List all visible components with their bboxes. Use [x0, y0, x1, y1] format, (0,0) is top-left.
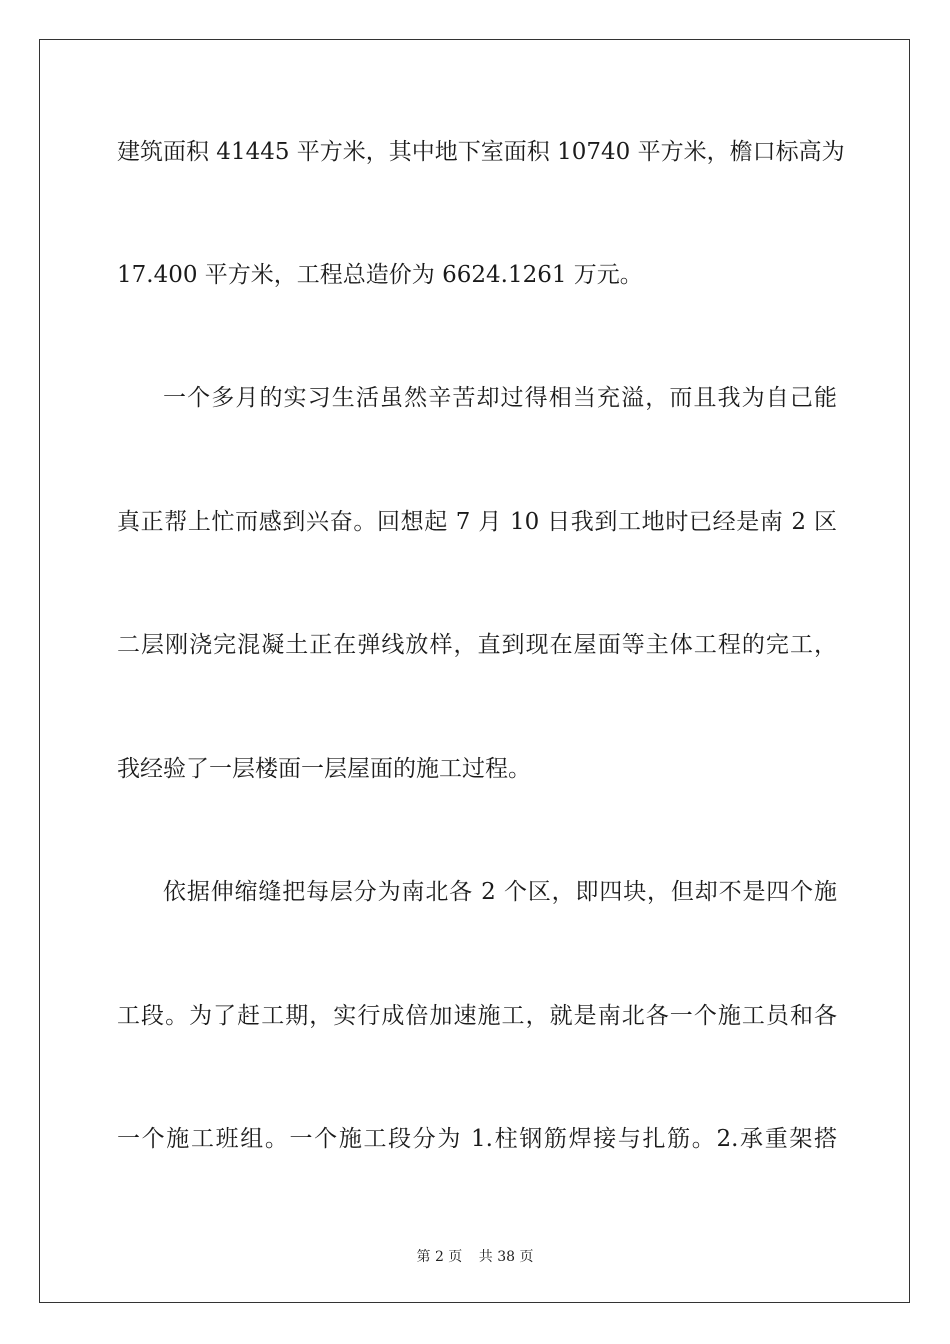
- text-line-3: 一个多月的实习生活虽然辛苦却过得相当充溢，而且我为自己能: [163, 385, 837, 411]
- page-total: 共 38 页: [478, 1249, 534, 1265]
- page-number: 第 2 页: [416, 1249, 463, 1265]
- text-line-4: 真正帮上忙而感到兴奋。回想起 7 月 10 日我到工地时已经是南 2 区: [117, 509, 837, 535]
- text-line-6: 我经验了一层楼面一层屋面的施工过程。: [117, 756, 531, 782]
- text-line-8: 工段。为了赶工期，实行成倍加速施工，就是南北各一个施工员和各: [117, 1003, 837, 1029]
- page-border: [39, 39, 910, 1303]
- text-line-1: 建筑面积 41445 平方米，其中地下室面积 10740 平方米，檐口标高为: [117, 139, 845, 165]
- text-line-5: 二层刚浇完混凝土正在弹线放样，直到现在屋面等主体工程的完工，: [117, 632, 837, 658]
- text-line-7: 依据伸缩缝把每层分为南北各 2 个区，即四块，但却不是四个施: [163, 879, 837, 905]
- text-line-9: 一个施工班组。一个施工段分为 1.柱钢筋焊接与扎筋。2.承重架搭: [117, 1126, 837, 1152]
- text-line-2: 17.400 平方米，工程总造价为 6624.1261 万元。: [117, 262, 643, 288]
- page-footer: [0, 1246, 950, 1266]
